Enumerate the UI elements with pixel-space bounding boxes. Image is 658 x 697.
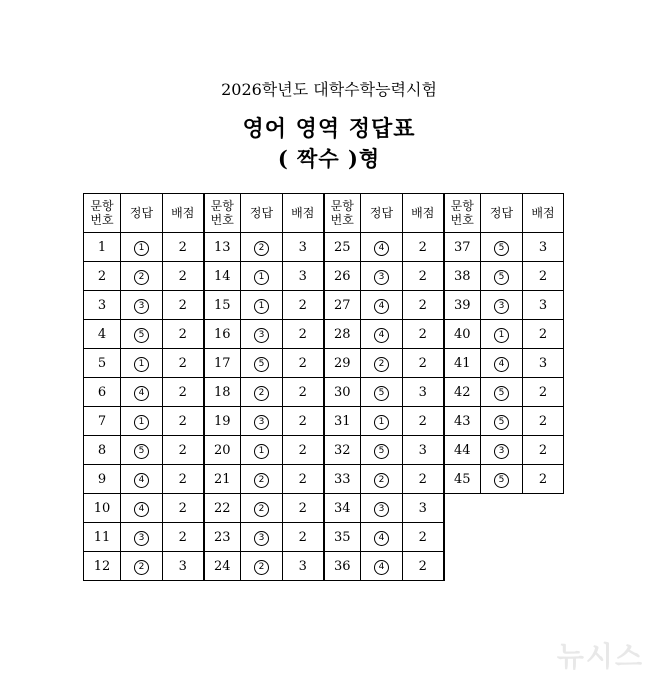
points-cell: 3: [523, 233, 564, 262]
exam-title: 2026학년도 대학수학능력시험: [221, 80, 437, 99]
question-number-header: 문항 번호: [324, 194, 361, 233]
circled-answer: 4: [134, 473, 149, 488]
answer-cell: [481, 349, 523, 378]
answer-cell: [241, 349, 283, 378]
points-header: 배점: [163, 194, 204, 233]
question-number: 13: [204, 233, 241, 262]
question-number-header: 문항 번호: [444, 194, 481, 233]
points-cell: 2: [283, 378, 324, 407]
circled-answer: 2: [254, 473, 269, 488]
answer-cell: [481, 262, 523, 291]
question-number-header: 문항 번호: [84, 194, 121, 233]
answer-cell: [241, 465, 283, 494]
circled-answer: 5: [494, 270, 509, 285]
circled-answer: 3: [254, 531, 269, 546]
answer-cell: [121, 262, 163, 291]
answer-cell: [121, 320, 163, 349]
points-cell: 2: [163, 523, 204, 552]
points-cell: 2: [283, 407, 324, 436]
empty-cell: [523, 523, 564, 552]
answer-cell: [241, 262, 283, 291]
points-cell: 2: [163, 407, 204, 436]
points-cell: 3: [403, 378, 444, 407]
answer-cell: [121, 436, 163, 465]
question-number: 31: [324, 407, 361, 436]
circled-answer: 2: [254, 241, 269, 256]
empty-cell: [523, 552, 564, 581]
answer-cell: [481, 233, 523, 262]
question-number: 34: [324, 494, 361, 523]
points-cell: 2: [283, 349, 324, 378]
question-number: 27: [324, 291, 361, 320]
answer-cell: [121, 407, 163, 436]
points-cell: 2: [403, 465, 444, 494]
answer-cell: [481, 378, 523, 407]
circled-answer: 5: [494, 386, 509, 401]
points-cell: 2: [403, 523, 444, 552]
points-cell: 2: [403, 407, 444, 436]
answer-cell: [481, 436, 523, 465]
circled-answer: 1: [494, 328, 509, 343]
answer-cell: [481, 291, 523, 320]
question-number: 9: [84, 465, 121, 494]
answer-header: 정답: [361, 194, 403, 233]
question-number: 42: [444, 378, 481, 407]
question-number: 43: [444, 407, 481, 436]
answer-cell: [361, 378, 403, 407]
answer-cell: [121, 291, 163, 320]
points-cell: 3: [283, 262, 324, 291]
question-number: 7: [84, 407, 121, 436]
table-row: [84, 465, 564, 494]
points-cell: 2: [523, 378, 564, 407]
circled-answer: 3: [374, 502, 389, 517]
circled-answer: 4: [374, 241, 389, 256]
answer-cell: [361, 291, 403, 320]
question-number-header: 문항 번호: [204, 194, 241, 233]
circled-answer: 2: [374, 473, 389, 488]
circled-answer: 1: [254, 270, 269, 285]
answer-cell: [481, 465, 523, 494]
question-number: 6: [84, 378, 121, 407]
question-number: 37: [444, 233, 481, 262]
points-cell: 2: [163, 233, 204, 262]
points-cell: 2: [523, 262, 564, 291]
answer-cell: [361, 552, 403, 581]
empty-cell: [444, 523, 481, 552]
empty-cell: [444, 552, 481, 581]
table-row: [84, 378, 564, 407]
question-number: 1: [84, 233, 121, 262]
circled-answer: 4: [494, 357, 509, 372]
points-cell: 2: [403, 262, 444, 291]
points-header: 배점: [403, 194, 444, 233]
points-cell: 3: [403, 494, 444, 523]
points-cell: 2: [523, 320, 564, 349]
question-number: 20: [204, 436, 241, 465]
table-row: [84, 407, 564, 436]
question-number: 15: [204, 291, 241, 320]
circled-answer: 5: [494, 415, 509, 430]
answer-cell: [361, 262, 403, 291]
answer-cell: [241, 552, 283, 581]
question-number: 8: [84, 436, 121, 465]
answer-cell: [121, 465, 163, 494]
question-number: 41: [444, 349, 481, 378]
question-number: 22: [204, 494, 241, 523]
table-row: [84, 233, 564, 262]
circled-answer: 3: [134, 299, 149, 314]
circled-answer: 1: [134, 241, 149, 256]
question-number: 30: [324, 378, 361, 407]
empty-cell: [481, 494, 523, 523]
watermark: 뉴시스: [556, 640, 644, 673]
question-number: 2: [84, 262, 121, 291]
points-header: 배점: [523, 194, 564, 233]
subject-title: 영어 영역 정답표: [242, 116, 416, 142]
answer-cell: [361, 494, 403, 523]
answer-header: 정답: [121, 194, 163, 233]
answer-cell: [481, 407, 523, 436]
circled-answer: 2: [134, 560, 149, 575]
points-cell: 2: [283, 291, 324, 320]
points-cell: 2: [523, 465, 564, 494]
question-number: 45: [444, 465, 481, 494]
answer-cell: [361, 523, 403, 552]
points-cell: 2: [283, 465, 324, 494]
question-number: 29: [324, 349, 361, 378]
points-cell: 2: [163, 349, 204, 378]
question-number: 40: [444, 320, 481, 349]
question-number: 10: [84, 494, 121, 523]
question-number: 39: [444, 291, 481, 320]
circled-answer: 2: [254, 502, 269, 517]
points-cell: 2: [163, 291, 204, 320]
circled-answer: 5: [494, 241, 509, 256]
points-cell: 2: [523, 407, 564, 436]
question-number: 26: [324, 262, 361, 291]
circled-answer: 3: [134, 531, 149, 546]
answer-cell: [241, 523, 283, 552]
table-row: [84, 494, 564, 523]
empty-cell: [481, 552, 523, 581]
points-cell: 2: [163, 262, 204, 291]
answer-table: [83, 193, 564, 581]
answer-cell: [241, 291, 283, 320]
answer-cell: [361, 349, 403, 378]
points-cell: 2: [283, 494, 324, 523]
circled-answer: 5: [254, 357, 269, 372]
points-cell: 2: [163, 465, 204, 494]
points-cell: 2: [403, 233, 444, 262]
table-row: [84, 262, 564, 291]
question-number: 33: [324, 465, 361, 494]
circled-answer: 2: [374, 357, 389, 372]
answer-cell: [361, 407, 403, 436]
answer-cell: [361, 465, 403, 494]
question-number: 38: [444, 262, 481, 291]
circled-answer: 1: [254, 444, 269, 459]
circled-answer: 5: [374, 386, 389, 401]
circled-answer: 1: [134, 415, 149, 430]
question-number: 12: [84, 552, 121, 581]
answer-cell: [241, 320, 283, 349]
question-number: 4: [84, 320, 121, 349]
points-cell: 2: [163, 494, 204, 523]
table-row: [84, 349, 564, 378]
question-number: 28: [324, 320, 361, 349]
answer-cell: [121, 378, 163, 407]
circled-answer: 4: [374, 328, 389, 343]
points-cell: 2: [163, 320, 204, 349]
circled-answer: 3: [374, 270, 389, 285]
table-row: [84, 523, 564, 552]
points-cell: 3: [523, 349, 564, 378]
points-cell: 2: [403, 349, 444, 378]
points-cell: 2: [403, 552, 444, 581]
circled-answer: 3: [494, 299, 509, 314]
circled-answer: 2: [134, 270, 149, 285]
empty-cell: [523, 494, 564, 523]
question-number: 25: [324, 233, 361, 262]
answer-cell: [121, 494, 163, 523]
answer-header: 정답: [481, 194, 523, 233]
question-number: 35: [324, 523, 361, 552]
form-type: ( 짝수 )형: [277, 146, 381, 171]
circled-answer: 4: [374, 299, 389, 314]
points-cell: 2: [403, 291, 444, 320]
circled-answer: 3: [254, 328, 269, 343]
answer-cell: [241, 378, 283, 407]
circled-answer: 1: [134, 357, 149, 372]
circled-answer: 1: [374, 415, 389, 430]
points-cell: 3: [283, 552, 324, 581]
question-number: 16: [204, 320, 241, 349]
circled-answer: 2: [254, 560, 269, 575]
answer-cell: [481, 320, 523, 349]
points-cell: 2: [283, 436, 324, 465]
circled-answer: 2: [254, 386, 269, 401]
empty-cell: [444, 494, 481, 523]
question-number: 32: [324, 436, 361, 465]
circled-answer: 4: [134, 502, 149, 517]
points-cell: 2: [283, 523, 324, 552]
circled-answer: 5: [134, 328, 149, 343]
points-cell: 2: [163, 378, 204, 407]
points-cell: 3: [283, 233, 324, 262]
points-header: 배점: [283, 194, 324, 233]
question-number: 5: [84, 349, 121, 378]
header-row: [84, 194, 564, 233]
answer-cell: [361, 320, 403, 349]
table-row: [84, 291, 564, 320]
table-row: [84, 320, 564, 349]
answer-cell: [361, 436, 403, 465]
answer-header: 정답: [241, 194, 283, 233]
circled-answer: 4: [374, 531, 389, 546]
answer-cell: [241, 407, 283, 436]
circled-answer: 3: [254, 415, 269, 430]
points-cell: 2: [283, 320, 324, 349]
question-number: 14: [204, 262, 241, 291]
question-number: 17: [204, 349, 241, 378]
answer-cell: [121, 233, 163, 262]
question-number: 3: [84, 291, 121, 320]
circled-answer: 4: [374, 560, 389, 575]
answer-cell: [121, 349, 163, 378]
question-number: 24: [204, 552, 241, 581]
points-cell: 2: [523, 436, 564, 465]
table-row: [84, 552, 564, 581]
circled-answer: 5: [374, 444, 389, 459]
question-number: 36: [324, 552, 361, 581]
circled-answer: 4: [134, 386, 149, 401]
empty-cell: [481, 523, 523, 552]
answer-cell: [121, 552, 163, 581]
circled-answer: 1: [254, 299, 269, 314]
question-number: 44: [444, 436, 481, 465]
points-cell: 2: [163, 436, 204, 465]
question-number: 19: [204, 407, 241, 436]
points-cell: 3: [163, 552, 204, 581]
question-number: 18: [204, 378, 241, 407]
question-number: 11: [84, 523, 121, 552]
points-cell: 3: [403, 436, 444, 465]
circled-answer: 3: [494, 444, 509, 459]
question-number: 23: [204, 523, 241, 552]
points-cell: 2: [403, 320, 444, 349]
answer-cell: [241, 436, 283, 465]
answer-cell: [361, 233, 403, 262]
circled-answer: 5: [494, 473, 509, 488]
points-cell: 3: [523, 291, 564, 320]
answer-cell: [241, 233, 283, 262]
question-number: 21: [204, 465, 241, 494]
table-row: [84, 436, 564, 465]
answer-cell: [241, 494, 283, 523]
circled-answer: 5: [134, 444, 149, 459]
answer-cell: [121, 523, 163, 552]
